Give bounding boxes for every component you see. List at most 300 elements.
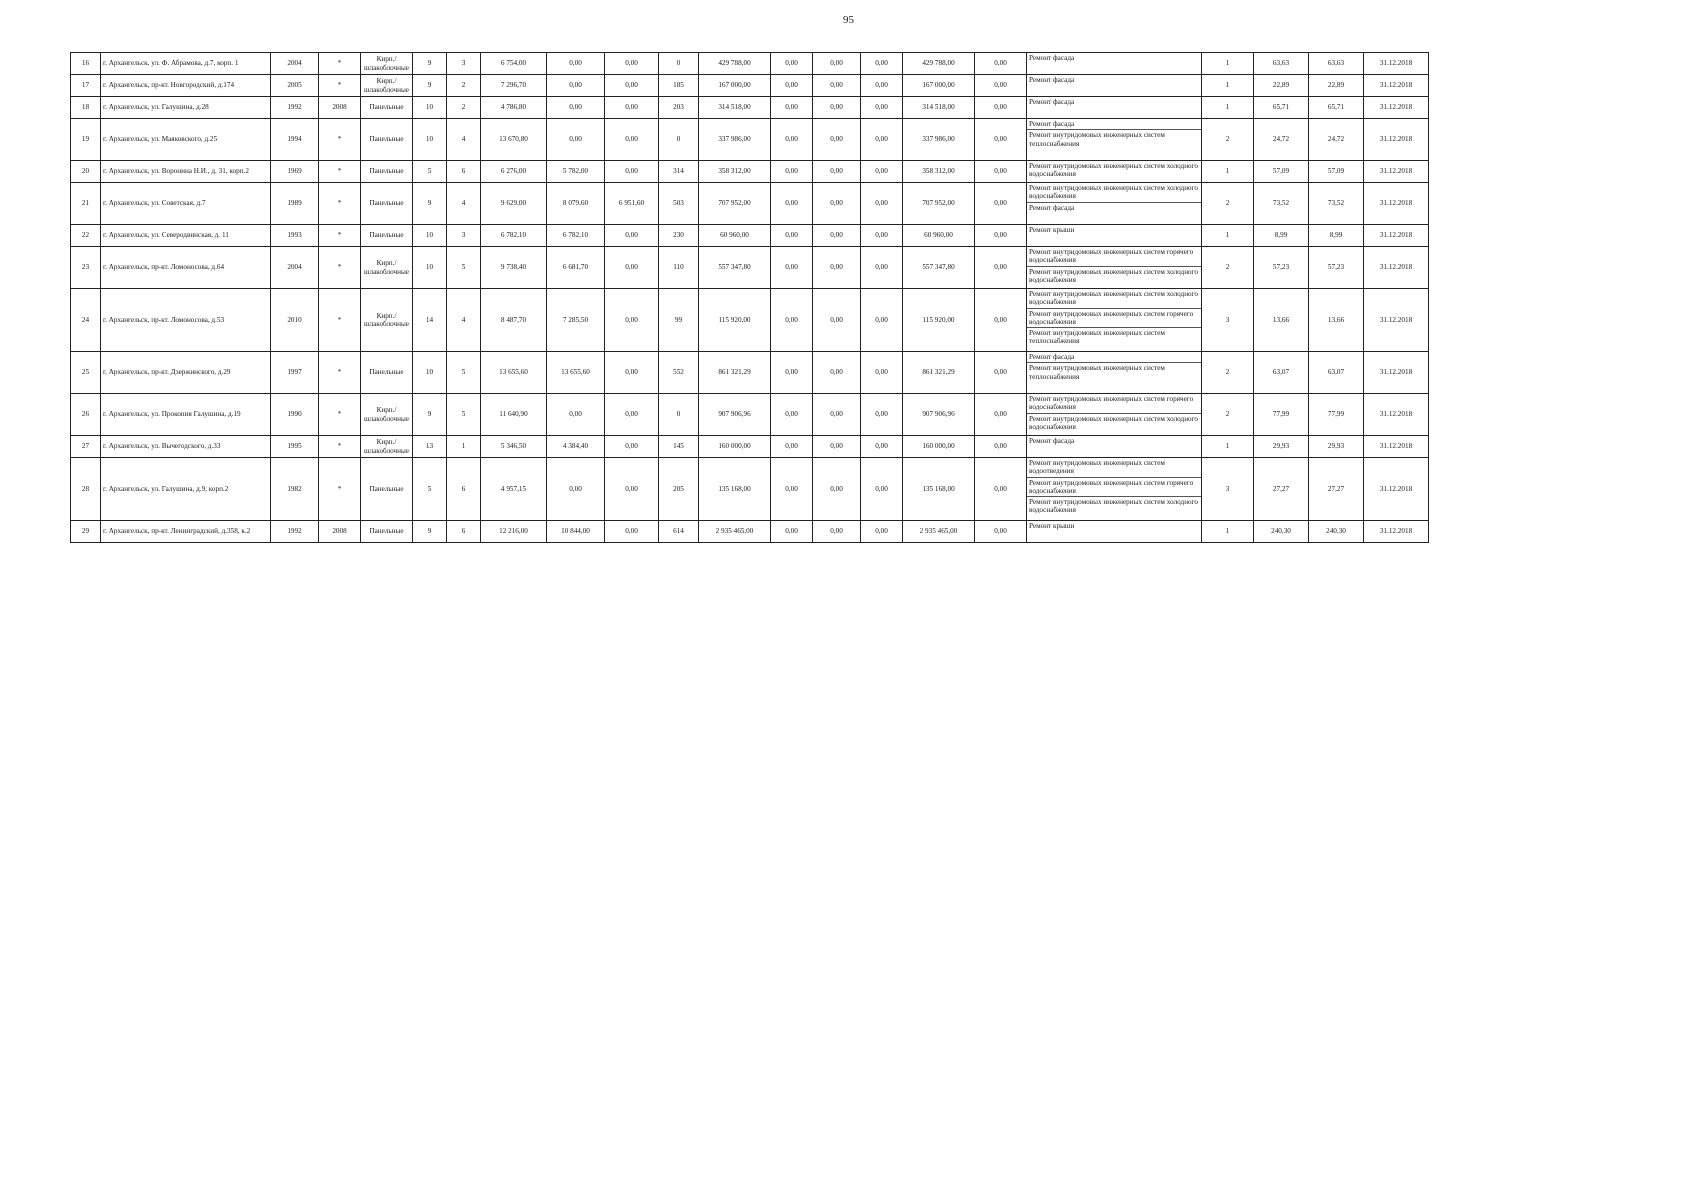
year-built-cell: 1990 xyxy=(271,394,319,436)
table-row xyxy=(71,289,1429,352)
max-unit-cost-cell: 240,30 xyxy=(1309,521,1364,543)
row-number: 27 xyxy=(71,436,101,458)
row-number: 17 xyxy=(71,75,101,97)
address-cell: г. Архангельск, ул. Ф. Абрамова, д.7, корп. 1 xyxy=(101,53,271,75)
work-item: Ремонт внутридомовых инженерных систем холодного водоснабжения xyxy=(1029,414,1198,431)
max-unit-cost-cell: 73,52 xyxy=(1309,183,1364,225)
federal-funds-cell: 0,00 xyxy=(771,289,813,352)
total-cost-cell: 429 788,00 xyxy=(699,53,771,75)
works-list-cell xyxy=(1027,458,1202,521)
nonresidential-area-cell: 0,00 xyxy=(605,53,659,75)
deadline-cell: 31.12.2018 xyxy=(1364,247,1429,289)
works-list-cell xyxy=(1027,119,1202,161)
total-area-cell: 5 346,50 xyxy=(481,436,547,458)
max-unit-cost-cell: 22,89 xyxy=(1309,75,1364,97)
year-rebuilt-cell: * xyxy=(319,225,361,247)
entrances-cell: 5 xyxy=(447,394,481,436)
federal-funds-cell: 0,00 xyxy=(771,161,813,183)
residential-area-cell: 0,00 xyxy=(547,394,605,436)
table-row xyxy=(71,352,1429,394)
unit-cost-cell: 63,07 xyxy=(1254,352,1309,394)
total-cost-cell: 115 920,00 xyxy=(699,289,771,352)
works-count-cell: 2 xyxy=(1202,352,1254,394)
year-built-cell: 1995 xyxy=(271,436,319,458)
row-number: 19 xyxy=(71,119,101,161)
works-list-cell xyxy=(1027,521,1202,543)
regional-funds-cell: 0,00 xyxy=(813,247,861,289)
regional-funds-cell: 0,00 xyxy=(813,97,861,119)
works-list-cell xyxy=(1027,225,1202,247)
table-row xyxy=(71,119,1429,161)
wall-material-cell: Кирп./ шлакоблочные xyxy=(361,53,413,75)
municipal-funds-cell: 0,00 xyxy=(861,458,903,521)
year-rebuilt-cell: * xyxy=(319,352,361,394)
work-item: Ремонт фасада xyxy=(1029,54,1075,62)
entrances-cell: 4 xyxy=(447,183,481,225)
federal-funds-cell: 0,00 xyxy=(771,183,813,225)
nonresidential-area-cell: 0,00 xyxy=(605,352,659,394)
owner-funds-cell: 167 000,00 xyxy=(903,75,975,97)
table-row xyxy=(71,53,1429,75)
work-item: Ремонт внутридомовых инженерных систем холодного водоснабжения xyxy=(1027,289,1201,309)
entrances-cell: 6 xyxy=(447,161,481,183)
year-built-cell: 1992 xyxy=(271,521,319,543)
table-row xyxy=(71,458,1429,521)
total-cost-cell: 358 312,00 xyxy=(699,161,771,183)
works-list-cell xyxy=(1027,436,1202,458)
residents-cell: 99 xyxy=(659,289,699,352)
municipal-funds-cell: 0,00 xyxy=(861,436,903,458)
wall-material-cell: Кирп./ шлакоблочные xyxy=(361,289,413,352)
year-built-cell: 1992 xyxy=(271,97,319,119)
table-row xyxy=(71,225,1429,247)
unit-cost-cell: 77,99 xyxy=(1254,394,1309,436)
municipal-funds-cell: 0,00 xyxy=(861,75,903,97)
total-cost-cell: 60 960,00 xyxy=(699,225,771,247)
max-unit-cost-cell: 13,66 xyxy=(1309,289,1364,352)
work-item: Ремонт внутридомовых инженерных систем теплоснабжения xyxy=(1029,329,1165,346)
total-area-cell: 6 782,10 xyxy=(481,225,547,247)
nonresidential-area-cell: 0,00 xyxy=(605,247,659,289)
municipal-funds-cell: 0,00 xyxy=(861,247,903,289)
year-built-cell: 1997 xyxy=(271,352,319,394)
residential-area-cell: 0,00 xyxy=(547,53,605,75)
year-rebuilt-cell: * xyxy=(319,161,361,183)
works-count-cell: 1 xyxy=(1202,75,1254,97)
address-cell: г. Архангельск, пр-кт. Дзержинского, д.29 xyxy=(101,352,271,394)
owner-funds-cell: 60 960,00 xyxy=(903,225,975,247)
floors-cell: 10 xyxy=(413,225,447,247)
deadline-cell: 31.12.2018 xyxy=(1364,119,1429,161)
works-count-cell: 3 xyxy=(1202,458,1254,521)
residential-area-cell: 6 681,70 xyxy=(547,247,605,289)
work-item: Ремонт внутридомовых инженерных систем холодного водоснабжения xyxy=(1027,183,1201,203)
floors-cell: 5 xyxy=(413,458,447,521)
work-item: Ремонт внутридомовых инженерных систем холодного водоснабжения xyxy=(1029,498,1198,515)
residential-area-cell: 13 655,60 xyxy=(547,352,605,394)
total-area-cell: 11 640,90 xyxy=(481,394,547,436)
other-funds-cell: 0,00 xyxy=(975,247,1027,289)
address-cell: г. Архангельск, ул. Вычегодского, д.33 xyxy=(101,436,271,458)
entrances-cell: 5 xyxy=(447,247,481,289)
year-built-cell: 1994 xyxy=(271,119,319,161)
residential-area-cell: 5 782,00 xyxy=(547,161,605,183)
other-funds-cell: 0,00 xyxy=(975,225,1027,247)
municipal-funds-cell: 0,00 xyxy=(861,161,903,183)
address-cell: г. Архангельск, пр-кт. Ленинградский, д.358, к.2 xyxy=(101,521,271,543)
residential-area-cell: 0,00 xyxy=(547,458,605,521)
federal-funds-cell: 0,00 xyxy=(771,97,813,119)
other-funds-cell: 0,00 xyxy=(975,458,1027,521)
nonresidential-area-cell: 0,00 xyxy=(605,97,659,119)
deadline-cell: 31.12.2018 xyxy=(1364,75,1429,97)
municipal-funds-cell: 0,00 xyxy=(861,183,903,225)
regional-funds-cell: 0,00 xyxy=(813,352,861,394)
address-cell: г. Архангельск, пр-кт. Ломоносова, д.53 xyxy=(101,289,271,352)
entrances-cell: 6 xyxy=(447,458,481,521)
max-unit-cost-cell: 65,71 xyxy=(1309,97,1364,119)
year-built-cell: 1993 xyxy=(271,225,319,247)
year-rebuilt-cell: * xyxy=(319,53,361,75)
deadline-cell: 31.12.2018 xyxy=(1364,394,1429,436)
owner-funds-cell: 557 347,80 xyxy=(903,247,975,289)
works-count-cell: 1 xyxy=(1202,161,1254,183)
year-built-cell: 2005 xyxy=(271,75,319,97)
max-unit-cost-cell: 29,93 xyxy=(1309,436,1364,458)
other-funds-cell: 0,00 xyxy=(975,289,1027,352)
year-rebuilt-cell: * xyxy=(319,436,361,458)
federal-funds-cell: 0,00 xyxy=(771,458,813,521)
regional-funds-cell: 0,00 xyxy=(813,458,861,521)
nonresidential-area-cell: 0,00 xyxy=(605,436,659,458)
total-area-cell: 4 786,80 xyxy=(481,97,547,119)
regional-funds-cell: 0,00 xyxy=(813,119,861,161)
work-item: Ремонт внутридомовых инженерных систем горячего водоснабжения xyxy=(1027,309,1201,329)
address-cell: г. Архангельск, ул. Северодвинская, д. 11 xyxy=(101,225,271,247)
works-count-cell: 2 xyxy=(1202,183,1254,225)
work-item: Ремонт внутридомовых инженерных систем горячего водоснабжения xyxy=(1027,247,1201,267)
unit-cost-cell: 8,99 xyxy=(1254,225,1309,247)
address-cell: г. Архангельск, ул. Галушина, д.28 xyxy=(101,97,271,119)
year-rebuilt-cell: * xyxy=(319,119,361,161)
unit-cost-cell: 73,52 xyxy=(1254,183,1309,225)
total-cost-cell: 314 518,00 xyxy=(699,97,771,119)
nonresidential-area-cell: 0,00 xyxy=(605,119,659,161)
municipal-funds-cell: 0,00 xyxy=(861,521,903,543)
max-unit-cost-cell: 8,99 xyxy=(1309,225,1364,247)
municipal-funds-cell: 0,00 xyxy=(861,394,903,436)
residents-cell: 110 xyxy=(659,247,699,289)
table-row xyxy=(71,75,1429,97)
page-number: 95 xyxy=(843,14,854,26)
work-item: Ремонт внутридомовых инженерных систем теплоснабжения xyxy=(1029,131,1165,148)
floors-cell: 10 xyxy=(413,119,447,161)
residential-area-cell: 0,00 xyxy=(547,119,605,161)
max-unit-cost-cell: 77,99 xyxy=(1309,394,1364,436)
total-cost-cell: 861 321,29 xyxy=(699,352,771,394)
year-built-cell: 1989 xyxy=(271,183,319,225)
residential-area-cell: 10 844,00 xyxy=(547,521,605,543)
total-area-cell: 4 957,15 xyxy=(481,458,547,521)
floors-cell: 9 xyxy=(413,183,447,225)
owner-funds-cell: 707 952,00 xyxy=(903,183,975,225)
residents-cell: 314 xyxy=(659,161,699,183)
owner-funds-cell: 115 920,00 xyxy=(903,289,975,352)
year-rebuilt-cell: * xyxy=(319,75,361,97)
work-item: Ремонт фасада xyxy=(1027,119,1201,130)
total-cost-cell: 707 952,00 xyxy=(699,183,771,225)
floors-cell: 14 xyxy=(413,289,447,352)
other-funds-cell: 0,00 xyxy=(975,119,1027,161)
works-list-cell xyxy=(1027,352,1202,394)
work-item: Ремонт фасада xyxy=(1029,203,1075,212)
unit-cost-cell: 13,66 xyxy=(1254,289,1309,352)
deadline-cell: 31.12.2018 xyxy=(1364,225,1429,247)
year-rebuilt-cell: * xyxy=(319,247,361,289)
total-area-cell: 13 655,60 xyxy=(481,352,547,394)
wall-material-cell: Панельные xyxy=(361,352,413,394)
owner-funds-cell: 907 906,96 xyxy=(903,394,975,436)
residential-area-cell: 6 782,10 xyxy=(547,225,605,247)
total-area-cell: 12 216,00 xyxy=(481,521,547,543)
other-funds-cell: 0,00 xyxy=(975,97,1027,119)
works-count-cell: 1 xyxy=(1202,521,1254,543)
nonresidential-area-cell: 0,00 xyxy=(605,225,659,247)
works-list-cell xyxy=(1027,247,1202,289)
wall-material-cell: Панельные xyxy=(361,119,413,161)
works-list-cell xyxy=(1027,183,1202,225)
wall-material-cell: Кирп./ шлакоблочные xyxy=(361,247,413,289)
municipal-funds-cell: 0,00 xyxy=(861,119,903,161)
year-rebuilt-cell: * xyxy=(319,289,361,352)
works-count-cell: 1 xyxy=(1202,97,1254,119)
owner-funds-cell: 2 935 465,00 xyxy=(903,521,975,543)
nonresidential-area-cell: 0,00 xyxy=(605,289,659,352)
residential-area-cell: 8 079,60 xyxy=(547,183,605,225)
deadline-cell: 31.12.2018 xyxy=(1364,161,1429,183)
unit-cost-cell: 24,72 xyxy=(1254,119,1309,161)
total-cost-cell: 337 986,00 xyxy=(699,119,771,161)
work-item: Ремонт крыши xyxy=(1029,522,1075,530)
address-cell: г. Архангельск, ул. Маяковского, д.25 xyxy=(101,119,271,161)
wall-material-cell: Кирп./ шлакоблочные xyxy=(361,394,413,436)
floors-cell: 5 xyxy=(413,161,447,183)
owner-funds-cell: 160 000,00 xyxy=(903,436,975,458)
other-funds-cell: 0,00 xyxy=(975,75,1027,97)
table-row xyxy=(71,183,1429,225)
entrances-cell: 4 xyxy=(447,289,481,352)
row-number: 16 xyxy=(71,53,101,75)
wall-material-cell: Панельные xyxy=(361,183,413,225)
wall-material-cell: Панельные xyxy=(361,97,413,119)
residents-cell: 145 xyxy=(659,436,699,458)
residential-area-cell: 0,00 xyxy=(547,75,605,97)
floors-cell: 9 xyxy=(413,53,447,75)
year-rebuilt-cell: 2008 xyxy=(319,521,361,543)
works-count-cell: 3 xyxy=(1202,289,1254,352)
row-number: 25 xyxy=(71,352,101,394)
residents-cell: 230 xyxy=(659,225,699,247)
works-list-cell xyxy=(1027,289,1202,352)
work-item: Ремонт крыши xyxy=(1029,226,1075,234)
max-unit-cost-cell: 57,23 xyxy=(1309,247,1364,289)
works-count-cell: 2 xyxy=(1202,394,1254,436)
nonresidential-area-cell: 0,00 xyxy=(605,161,659,183)
deadline-cell: 31.12.2018 xyxy=(1364,521,1429,543)
owner-funds-cell: 861 321,29 xyxy=(903,352,975,394)
municipal-funds-cell: 0,00 xyxy=(861,352,903,394)
regional-funds-cell: 0,00 xyxy=(813,75,861,97)
work-item: Ремонт внутридомовых инженерных систем водоотведения xyxy=(1027,458,1201,478)
works-count-cell: 2 xyxy=(1202,119,1254,161)
works-list-cell xyxy=(1027,97,1202,119)
entrances-cell: 4 xyxy=(447,119,481,161)
work-item: Ремонт внутридомовых инженерных систем холодного водоснабжения xyxy=(1029,267,1198,284)
other-funds-cell: 0,00 xyxy=(975,352,1027,394)
unit-cost-cell: 22,89 xyxy=(1254,75,1309,97)
works-count-cell: 1 xyxy=(1202,53,1254,75)
deadline-cell: 31.12.2018 xyxy=(1364,352,1429,394)
entrances-cell: 2 xyxy=(447,97,481,119)
residents-cell: 203 xyxy=(659,97,699,119)
regional-funds-cell: 0,00 xyxy=(813,161,861,183)
entrances-cell: 5 xyxy=(447,352,481,394)
other-funds-cell: 0,00 xyxy=(975,183,1027,225)
other-funds-cell: 0,00 xyxy=(975,394,1027,436)
entrances-cell: 3 xyxy=(447,53,481,75)
total-area-cell: 8 487,70 xyxy=(481,289,547,352)
total-cost-cell: 2 935 465,00 xyxy=(699,521,771,543)
repair-registry-table xyxy=(70,52,1429,543)
year-rebuilt-cell: * xyxy=(319,183,361,225)
year-rebuilt-cell: * xyxy=(319,458,361,521)
floors-cell: 10 xyxy=(413,247,447,289)
total-area-cell: 6 276,00 xyxy=(481,161,547,183)
regional-funds-cell: 0,00 xyxy=(813,289,861,352)
year-built-cell: 2010 xyxy=(271,289,319,352)
regional-funds-cell: 0,00 xyxy=(813,394,861,436)
work-item: Ремонт фасада xyxy=(1029,437,1075,445)
owner-funds-cell: 314 518,00 xyxy=(903,97,975,119)
residents-cell: 185 xyxy=(659,75,699,97)
residents-cell: 0 xyxy=(659,119,699,161)
row-number: 24 xyxy=(71,289,101,352)
total-cost-cell: 907 906,96 xyxy=(699,394,771,436)
year-built-cell: 1969 xyxy=(271,161,319,183)
total-area-cell: 13 670,80 xyxy=(481,119,547,161)
deadline-cell: 31.12.2018 xyxy=(1364,53,1429,75)
work-item: Ремонт фасада xyxy=(1029,98,1075,106)
max-unit-cost-cell: 27,27 xyxy=(1309,458,1364,521)
municipal-funds-cell: 0,00 xyxy=(861,225,903,247)
work-item: Ремонт внутридомовых инженерных систем теплоснабжения xyxy=(1029,364,1165,381)
owner-funds-cell: 358 312,00 xyxy=(903,161,975,183)
wall-material-cell: Кирп./ шлакоблочные xyxy=(361,75,413,97)
deadline-cell: 31.12.2018 xyxy=(1364,458,1429,521)
residents-cell: 0 xyxy=(659,53,699,75)
total-area-cell: 7 296,70 xyxy=(481,75,547,97)
row-number: 28 xyxy=(71,458,101,521)
unit-cost-cell: 63,63 xyxy=(1254,53,1309,75)
year-rebuilt-cell: 2008 xyxy=(319,97,361,119)
regional-funds-cell: 0,00 xyxy=(813,183,861,225)
total-cost-cell: 135 168,00 xyxy=(699,458,771,521)
unit-cost-cell: 57,09 xyxy=(1254,161,1309,183)
entrances-cell: 6 xyxy=(447,521,481,543)
nonresidential-area-cell: 0,00 xyxy=(605,394,659,436)
max-unit-cost-cell: 24,72 xyxy=(1309,119,1364,161)
total-area-cell: 9 738,40 xyxy=(481,247,547,289)
nonresidential-area-cell: 0,00 xyxy=(605,458,659,521)
entrances-cell: 3 xyxy=(447,225,481,247)
row-number: 26 xyxy=(71,394,101,436)
total-area-cell: 9 629,00 xyxy=(481,183,547,225)
entrances-cell: 1 xyxy=(447,436,481,458)
residents-cell: 0 xyxy=(659,394,699,436)
regional-funds-cell: 0,00 xyxy=(813,225,861,247)
row-number: 29 xyxy=(71,521,101,543)
owner-funds-cell: 429 788,00 xyxy=(903,53,975,75)
wall-material-cell: Панельные xyxy=(361,521,413,543)
wall-material-cell: Панельные xyxy=(361,458,413,521)
total-cost-cell: 167 000,00 xyxy=(699,75,771,97)
row-number: 20 xyxy=(71,161,101,183)
works-list-cell xyxy=(1027,161,1202,183)
federal-funds-cell: 0,00 xyxy=(771,521,813,543)
residents-cell: 205 xyxy=(659,458,699,521)
floors-cell: 13 xyxy=(413,436,447,458)
work-item: Ремонт фасада xyxy=(1029,76,1075,84)
federal-funds-cell: 0,00 xyxy=(771,53,813,75)
deadline-cell: 31.12.2018 xyxy=(1364,289,1429,352)
unit-cost-cell: 29,93 xyxy=(1254,436,1309,458)
other-funds-cell: 0,00 xyxy=(975,521,1027,543)
work-item: Ремонт внутридомовых инженерных систем холодного водоснабжения xyxy=(1029,162,1198,179)
address-cell: г. Архангельск, ул. Воронина Н.И., д. 31, корп.2 xyxy=(101,161,271,183)
table-row xyxy=(71,394,1429,436)
municipal-funds-cell: 0,00 xyxy=(861,53,903,75)
federal-funds-cell: 0,00 xyxy=(771,225,813,247)
federal-funds-cell: 0,00 xyxy=(771,436,813,458)
residential-area-cell: 4 384,40 xyxy=(547,436,605,458)
works-list-cell xyxy=(1027,75,1202,97)
unit-cost-cell: 57,23 xyxy=(1254,247,1309,289)
wall-material-cell: Панельные xyxy=(361,225,413,247)
owner-funds-cell: 135 168,00 xyxy=(903,458,975,521)
federal-funds-cell: 0,00 xyxy=(771,119,813,161)
wall-material-cell: Кирп./ шлакоблочные xyxy=(361,436,413,458)
federal-funds-cell: 0,00 xyxy=(771,394,813,436)
year-built-cell: 2004 xyxy=(271,53,319,75)
table-row xyxy=(71,97,1429,119)
regional-funds-cell: 0,00 xyxy=(813,521,861,543)
address-cell: г. Архангельск, ул. Советская, д.7 xyxy=(101,183,271,225)
floors-cell: 9 xyxy=(413,75,447,97)
works-list-cell xyxy=(1027,394,1202,436)
floors-cell: 10 xyxy=(413,97,447,119)
works-list-cell xyxy=(1027,53,1202,75)
work-item: Ремонт внутридомовых инженерных систем горячего водоснабжения xyxy=(1027,394,1201,414)
work-item: Ремонт внутридомовых инженерных систем горячего водоснабжения xyxy=(1027,478,1201,498)
total-area-cell: 6 754,00 xyxy=(481,53,547,75)
row-number: 23 xyxy=(71,247,101,289)
nonresidential-area-cell: 6 951,60 xyxy=(605,183,659,225)
address-cell: г. Архангельск, пр-кт. Новгородский, д.174 xyxy=(101,75,271,97)
unit-cost-cell: 65,71 xyxy=(1254,97,1309,119)
municipal-funds-cell: 0,00 xyxy=(861,289,903,352)
wall-material-cell: Панельные xyxy=(361,161,413,183)
residents-cell: 614 xyxy=(659,521,699,543)
